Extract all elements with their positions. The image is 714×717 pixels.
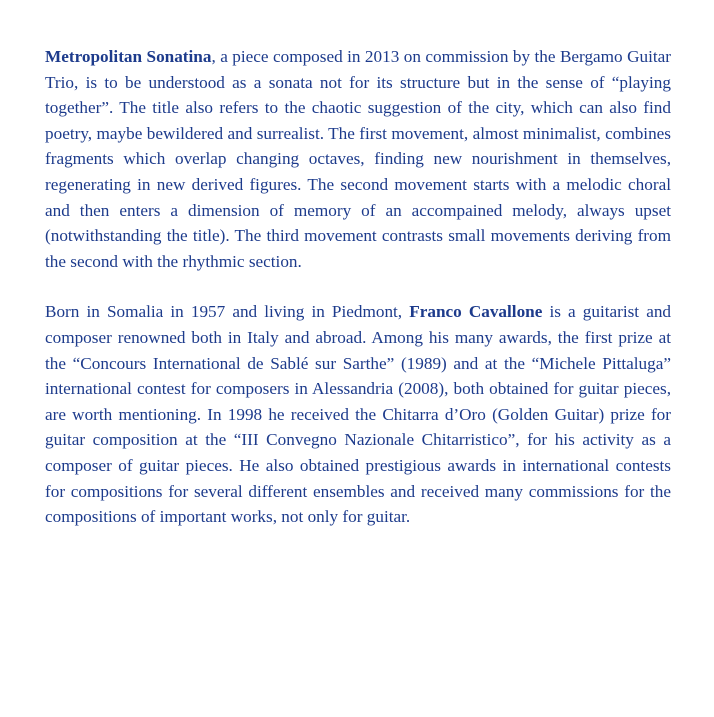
piece-description: , a piece composed in 2013 on commission by the Bergamo Guitar Trio, is to be understood as a sonata not for its structure but in the sense of “playing together”. The title also refers to the chaotic suggestion of the city, which can also find poetry, maybe bewildered and surrealist. The first movement, almost minimalist, combines fragments which overlap changing octaves, finding new nourishment in themselves, regenerating in new derived figures. The second movement starts with a melodic choral and then enters a dimension of memory of an accompained melody, always upset (notwithstanding the title). The third movement contrasts small movements deriving from the second with the rhythmic section. <box>45 47 671 271</box>
piece-title: Metropolitan Sonatina <box>45 47 212 66</box>
biography-text: is a guitarist and composer renowned both in Italy and abroad. Among his many awards, the first prize at the “Concours International de Sablé sur Sarthe” (1989) and at the “Michele Pittaluga” international contest for composers in Alessandria (2008), both obtained for guitar pieces, are worth mentioning. In 1998 he received the Chitarra d’Oro (Golden Guitar) prize for guitar composition at the “III Convegno Nazionale Chitarristico”, for his activity as a composer of guitar pieces. He also obtained prestigious awards in international contests for compositions for several different ensembles and received many commissions for the compositions of important works, not only for guitar. <box>45 302 672 527</box>
document-page <box>45 44 671 530</box>
composer-name: Franco Cavallone <box>409 302 543 322</box>
paragraph-metropolitan-sonatina <box>45 44 671 274</box>
biography-intro: Born in Somalia in 1957 and living in Piedmont, <box>45 302 410 322</box>
paragraph-composer-biography <box>45 299 671 529</box>
